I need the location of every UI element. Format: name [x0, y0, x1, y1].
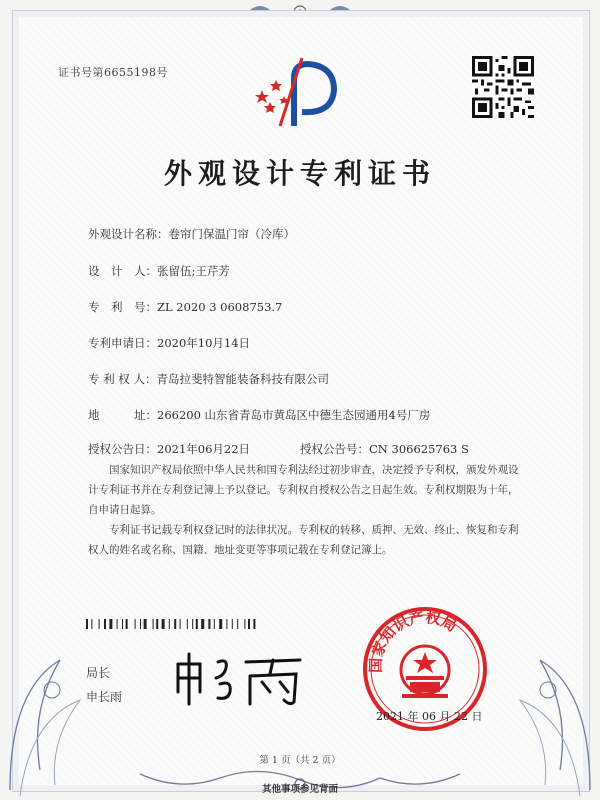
address-row	[88, 407, 430, 423]
filing-date-value: 2020年10月14日	[157, 336, 251, 350]
patent-office-logo-icon	[250, 56, 342, 132]
publication-number-value: CN 306625763 S	[369, 442, 469, 456]
design-name-row	[88, 226, 295, 242]
patent-number-value: ZL 2020 3 0608753.7	[157, 300, 283, 314]
publication-number-row	[300, 441, 469, 457]
design-name-label: 外观设计名称：	[88, 227, 169, 241]
footer-note: 其他事项参见背面	[261, 784, 338, 795]
patent-number-row	[88, 299, 282, 315]
patentee-label: 专 利 权 人：	[88, 372, 157, 386]
design-name-value: 卷帘门保温门帘（冷库）	[168, 227, 295, 241]
director-title: 局长	[86, 666, 111, 680]
patentee-value: 青岛拉斐特智能装备科技有限公司	[156, 372, 329, 386]
barcode-icon	[86, 619, 302, 629]
page-number: 第 1 页（共 2 页）	[259, 755, 341, 766]
seal-date: 2021 年 06 月 22 日	[376, 710, 483, 723]
signature-icon	[170, 648, 310, 708]
address-label: 地 址：	[88, 408, 157, 422]
qr-code-icon	[472, 56, 534, 118]
certificate-number: 证书号第6655198号	[58, 66, 168, 79]
director-name: 申长雨	[86, 690, 123, 704]
patent-number-label: 专 利 号：	[88, 300, 157, 314]
designer-value: 张留伍;王芹芳	[157, 264, 230, 278]
publication-date-label: 授权公告日：	[88, 442, 157, 456]
filing-date-row	[88, 335, 250, 351]
designer-label: 设 计 人：	[88, 264, 157, 278]
publication-number-label: 授权公告号：	[300, 442, 369, 456]
address-value: 266200 山东省青岛市黄岛区中德生态园通用4号厂房	[157, 408, 431, 422]
publication-date-value: 2021年06月22日	[157, 442, 251, 456]
patentee-row	[88, 371, 329, 387]
certificate-title: 外观设计专利证书	[163, 157, 436, 190]
seal-text: 国家知识产权局	[366, 608, 460, 674]
designer-row	[88, 263, 230, 279]
svg-text:国家知识产权局	[367, 608, 460, 673]
publication-date-row	[88, 441, 250, 457]
legal-status-paragraph: 专利证书记载专利权登记时的法律状况。专利权的转移、质押、无效、终止、恢复和专利权人的姓名或名称、国籍、地址变更等事项记载在专利登记簿上。	[88, 524, 519, 556]
grant-paragraph: 国家知识产权局依照中华人民共和国专利法经过初步审查，决定授予专利权，颁发外观设计专利证书并在专利登记簿上予以登记。专利权自授权公告之日起生效。专利权期限为十年，自申请日起算。	[88, 464, 519, 516]
filing-date-label: 专利申请日：	[88, 336, 157, 350]
